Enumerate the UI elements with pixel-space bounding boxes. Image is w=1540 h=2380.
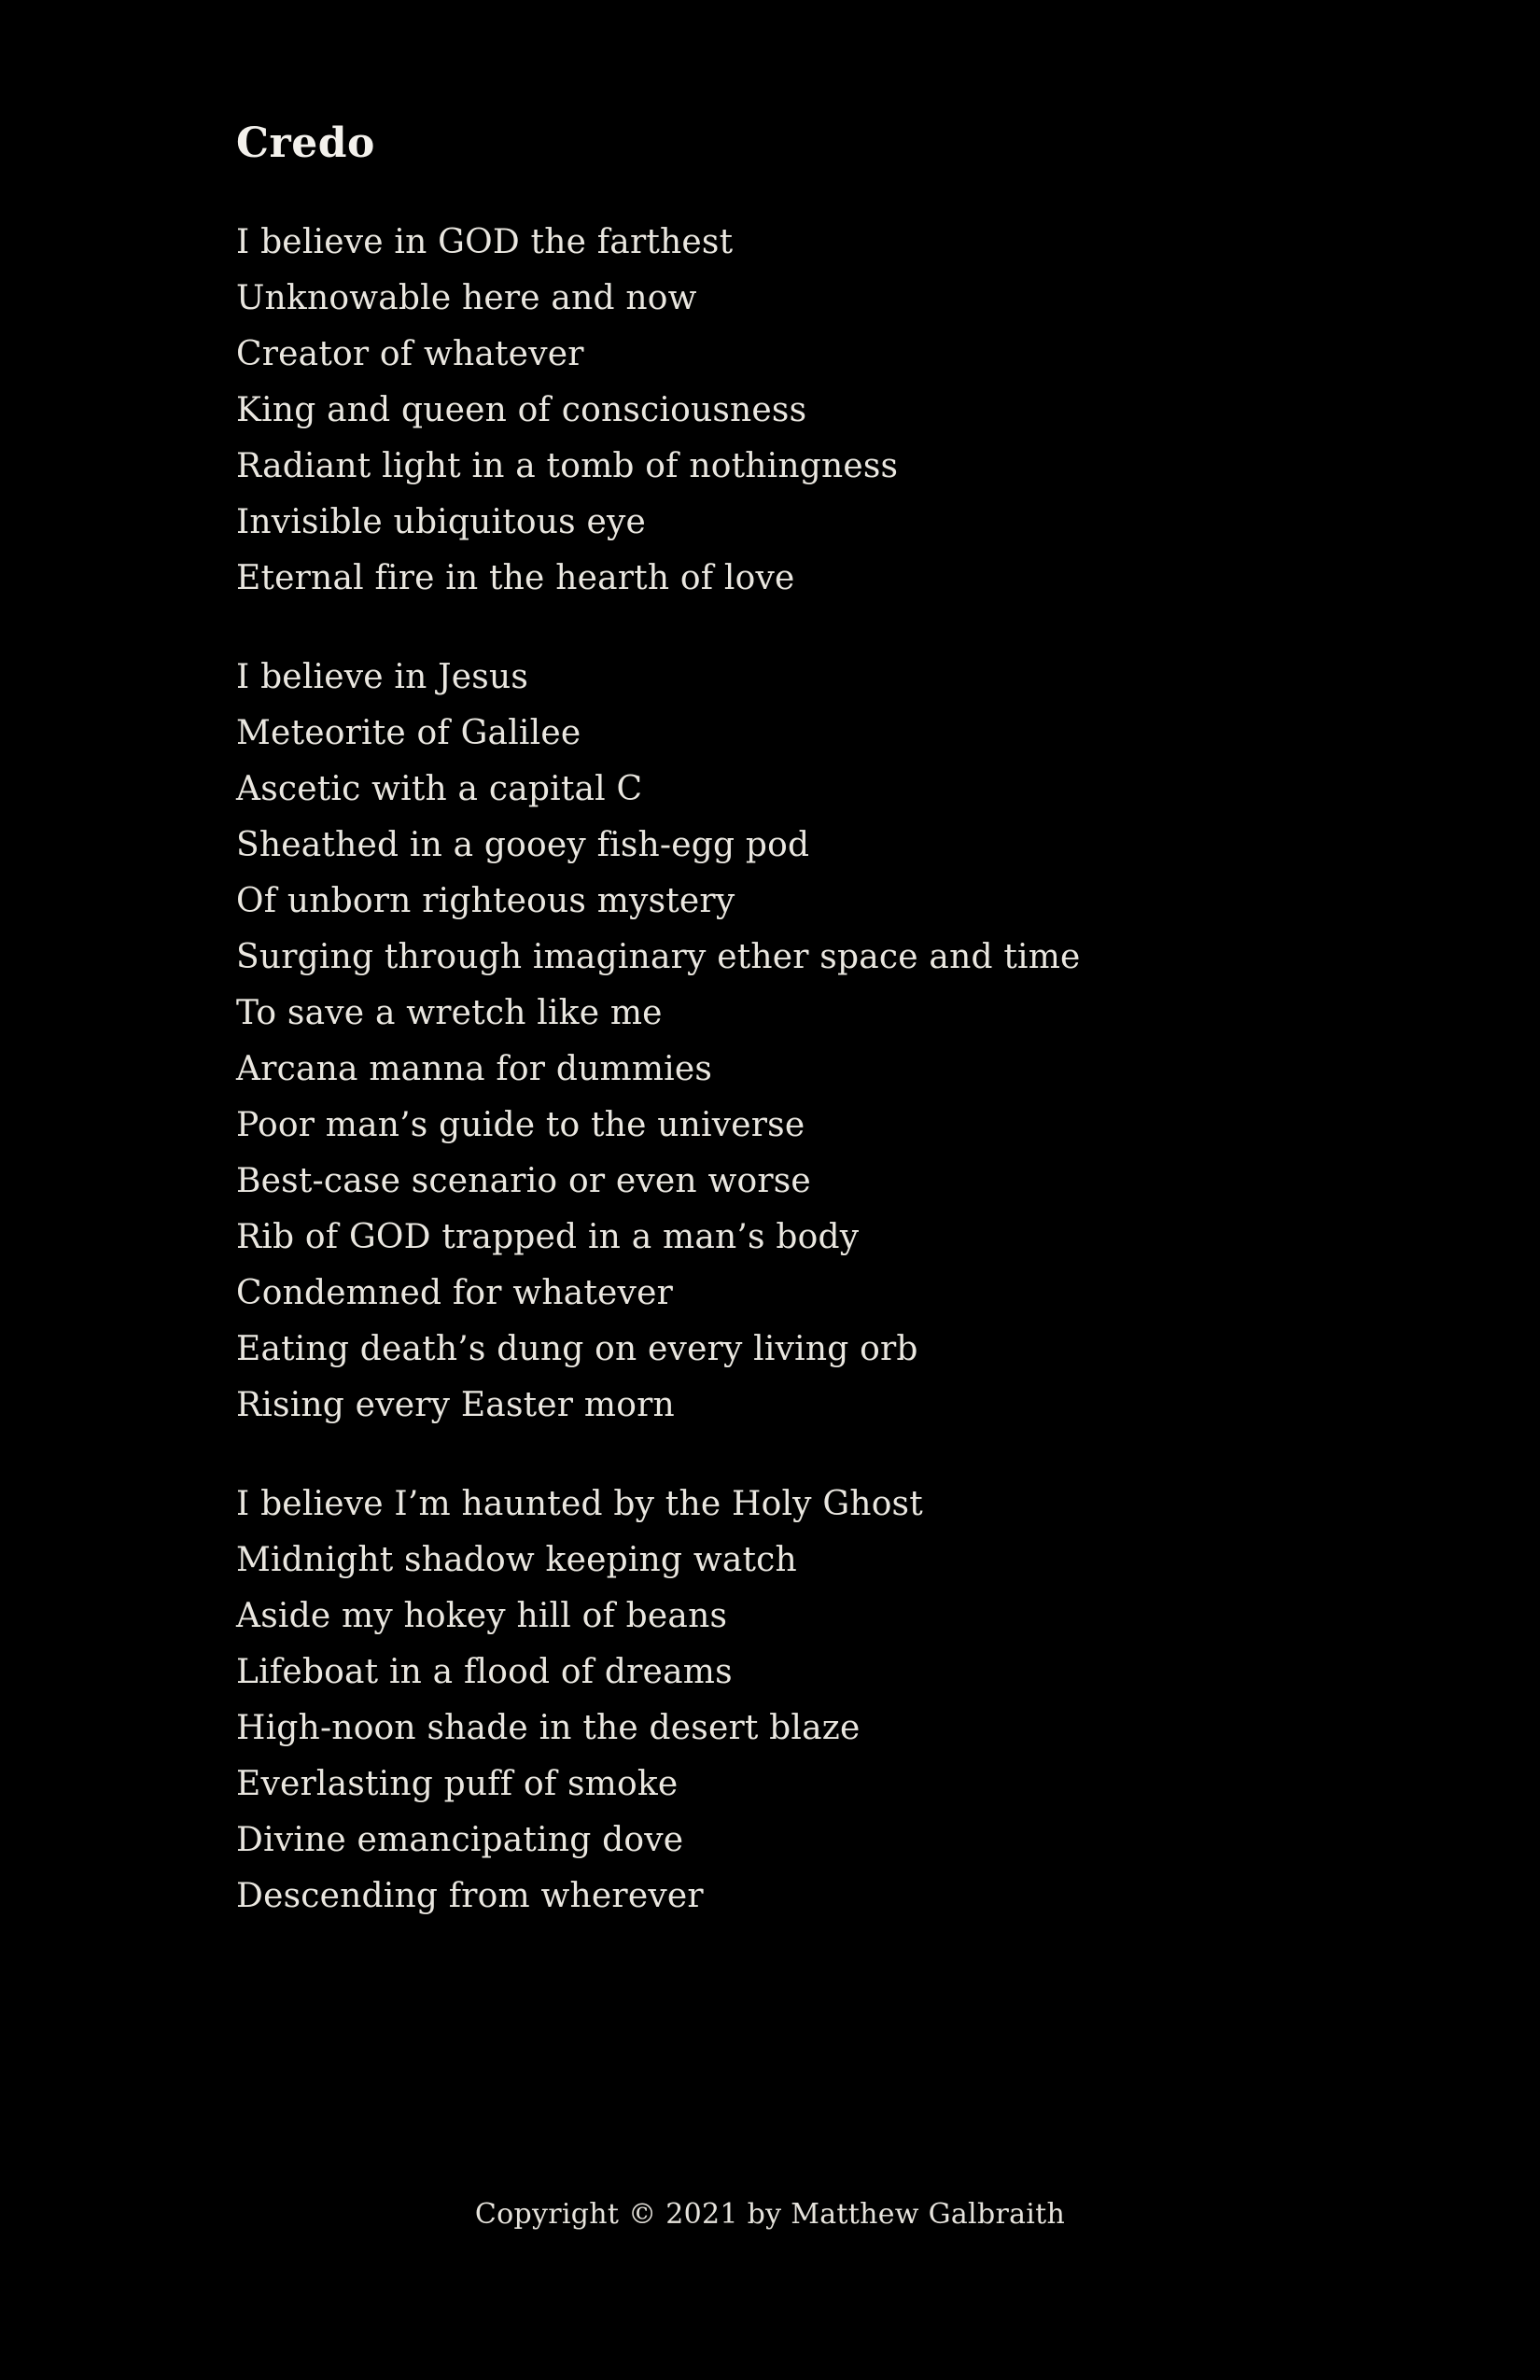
poem-line: Arcana manna for dummies xyxy=(236,1050,713,1089)
poem-line: I believe in Jesus xyxy=(236,658,529,697)
poem-line: Rib of GOD trapped in a man’s body xyxy=(236,1218,860,1257)
poem-line: Eternal fire in the hearth of love xyxy=(236,559,795,598)
poem-line: Meteorite of Galilee xyxy=(236,714,581,753)
poem-line: Of unborn righteous mystery xyxy=(236,882,735,921)
poem-line: Eating death’s dung on every living orb xyxy=(236,1330,918,1369)
poem-line: Ascetic with a capital C xyxy=(236,770,643,809)
poem-line: Divine emancipating dove xyxy=(236,1821,684,1860)
poem-line: Lifeboat in a flood of dreams xyxy=(236,1653,733,1692)
poem-line: Aside my hokey hill of beans xyxy=(236,1597,728,1636)
poem-line: Unknowable here and now xyxy=(236,279,697,318)
poem-line: I believe I’m haunted by the Holy Ghost xyxy=(236,1485,923,1524)
poem-line: Everlasting puff of smoke xyxy=(236,1765,679,1804)
stanza-1 xyxy=(236,215,1337,607)
stanza-2 xyxy=(236,650,1337,1434)
poem-line: Radiant light in a tomb of nothingness xyxy=(236,447,899,486)
poem-line: Invisible ubiquitous eye xyxy=(236,503,647,542)
poem-line: Descending from wherever xyxy=(236,1877,704,1916)
stanza-3 xyxy=(236,1477,1337,1925)
copyright-notice: Copyright © 2021 by Matthew Galbraith xyxy=(474,2198,1066,2231)
poem-line: Midnight shadow keeping watch xyxy=(236,1541,797,1580)
poem-line: High-noon shade in the desert blaze xyxy=(236,1709,861,1748)
poem-line: Surging through imaginary ether space and time xyxy=(236,938,1081,977)
poem-line: I believe in GOD the farthest xyxy=(236,223,734,262)
poem-line: King and queen of consciousness xyxy=(236,391,807,430)
page-title: Credo xyxy=(236,119,375,167)
poem-line: To save a wretch like me xyxy=(236,994,663,1033)
poem-line: Best-case scenario or even worse xyxy=(236,1162,811,1201)
poem-line: Creator of whatever xyxy=(236,335,584,374)
poem-body xyxy=(236,121,1337,1925)
poem-line: Condemned for whatever xyxy=(236,1274,674,1313)
poem-line: Poor man’s guide to the universe xyxy=(236,1106,805,1145)
poem-line: Sheathed in a gooey fish-egg pod xyxy=(236,826,810,865)
poem-line: Rising every Easter morn xyxy=(236,1386,675,1425)
